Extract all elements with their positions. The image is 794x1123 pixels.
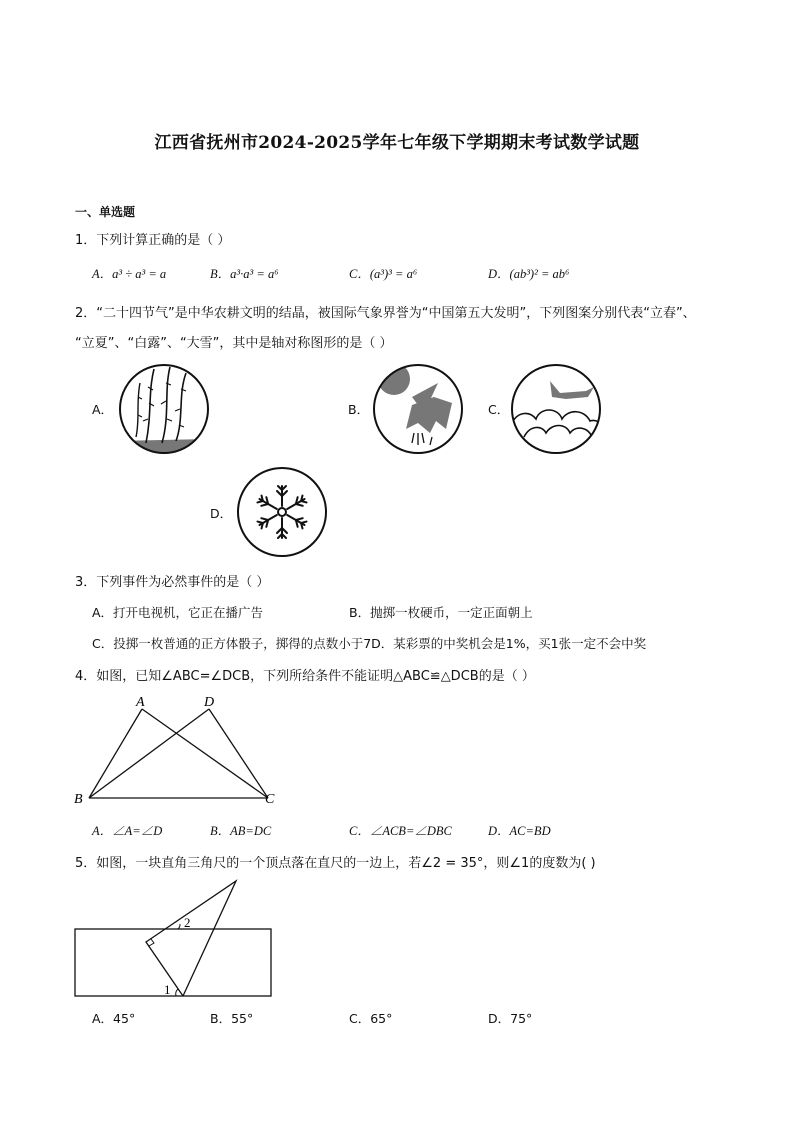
summer-mountain-icon	[372, 363, 464, 455]
question-1-option-d[interactable]: D．(ab³)² = ab⁶	[488, 267, 570, 281]
angle-1-label: 1	[164, 982, 171, 997]
question-3-option-a[interactable]: A．打开电视机，它正在播广告	[92, 605, 264, 620]
question-3-stem: 3．下列事件为必然事件的是（ ）	[75, 575, 270, 590]
question-5-option-a[interactable]: A．45°	[92, 1011, 136, 1026]
angle-2-label: 2	[184, 915, 191, 930]
question-1-stem: 1．下列计算正确的是（ ）	[75, 233, 231, 248]
question-4-option-a[interactable]: A．∠A=∠D	[92, 824, 163, 838]
question-5-option-d[interactable]: D．75°	[488, 1011, 533, 1026]
section-heading: 一、单选题	[75, 205, 136, 219]
question-5-option-b[interactable]: B．55°	[210, 1011, 254, 1026]
question-2-stem-line2: “立夏”、“白露”、“大雪”，其中是轴对称图形的是（ ）	[75, 336, 393, 351]
point-a-label: A	[136, 695, 145, 710]
point-d-label: D	[204, 695, 215, 710]
question-5-option-c[interactable]: C．65°	[349, 1011, 393, 1026]
question-4-option-d[interactable]: D．AC=BD	[488, 824, 551, 838]
question-2-option-a[interactable]: A．	[92, 402, 114, 417]
question-1-option-b[interactable]: B．a³·a³ = a⁶	[210, 267, 279, 281]
question-2-option-b[interactable]: B．	[348, 402, 370, 417]
question-1-option-a[interactable]: A．a³ ÷ a³ = a	[92, 267, 167, 281]
question-4-option-c[interactable]: C．∠ACB=∠DBC	[349, 824, 452, 838]
point-b-label: B	[74, 792, 83, 807]
point-c-label: C	[265, 792, 275, 807]
question-3-option-b[interactable]: B．抛掷一枚硬币，一定正面朝上	[349, 605, 533, 620]
question-1-option-c[interactable]: C．(a³)³ = a⁶	[349, 267, 418, 281]
spring-willow-icon	[118, 363, 210, 455]
question-5-stem: 5．如图，一块直角三角尺的一个顶点落在直尺的一边上，若∠2 = 35°，则∠1的度数为( )	[75, 856, 596, 871]
question-3-option-cd[interactable]: C．投掷一枚普通的正方体骰子，掷得的点数小于7D．某彩票的中奖机会是1%，买1张一定不会中奖	[92, 636, 647, 651]
question-4-option-b[interactable]: B．AB=DC	[210, 824, 272, 838]
white-dew-bird-icon	[510, 363, 602, 455]
question-2-stem-line1: 2．“二十四节气”是中华农耕文明的结晶，被国际气象界誉为“中国第五大发明”，下列图案分别代表“立春”、	[75, 306, 696, 321]
question-4-stem: 4．如图，已知∠ABC=∠DCB，下列所给条件不能证明△ABC≌△DCB的是（ ）	[75, 669, 535, 684]
question-2-option-c[interactable]: C．	[488, 402, 510, 417]
triangle-figure	[70, 692, 290, 812]
question-2-option-d[interactable]: D．	[210, 506, 233, 521]
ruler-triangle-figure	[70, 876, 280, 1002]
page-title: 江西省抚州市2024-2025学年七年级下学期期末考试数学试题	[154, 133, 640, 153]
snowflake-icon	[236, 466, 328, 558]
